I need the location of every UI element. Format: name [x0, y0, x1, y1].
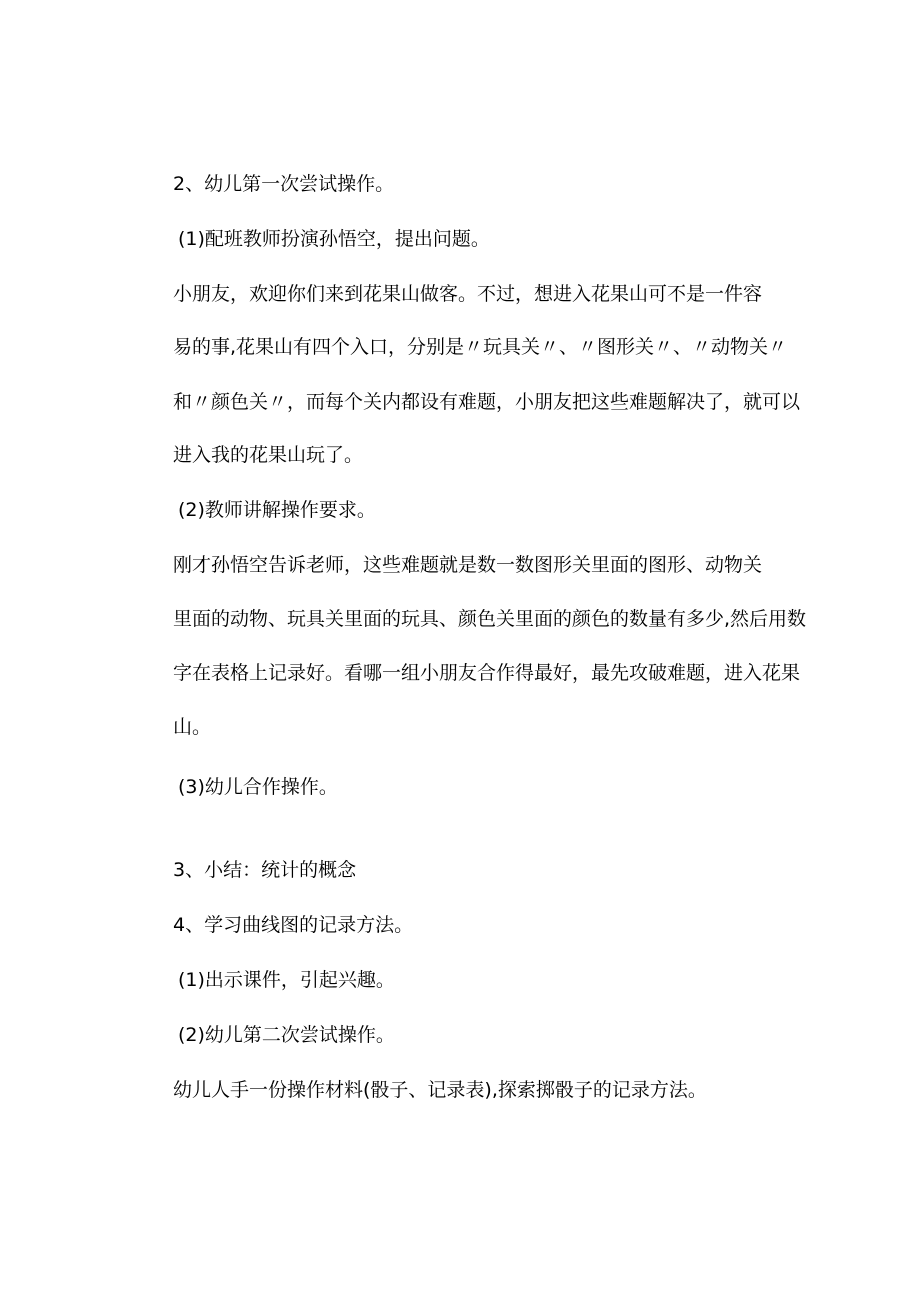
step-4-1-text: (1)出示课件，引起兴趣。 — [178, 969, 395, 991]
section-2-heading: 2、幼儿第一次尝试操作。 — [173, 173, 395, 195]
paragraph-1-line-2: 易的事,花果山有四个入口，分别是〃玩具关〃、〃图形关〃、〃动物关〃 — [173, 336, 788, 358]
paragraph-2-line-1: 刚才孙悟空告诉老师，这些难题就是数一数图形关里面的图形、动物关 — [173, 554, 763, 576]
section-3-heading: 3、小结：统计的概念 — [173, 859, 357, 881]
paragraph-1-line-3: 和〃颜色关〃，而每个关内都设有难题，小朋友把这些难题解决了，就可以 — [173, 391, 801, 413]
step-4-2-text: (2)幼儿第二次尝试操作。 — [178, 1024, 395, 1046]
step-2-text: (2)教师讲解操作要求。 — [178, 499, 376, 521]
paragraph-2-line-2: 里面的动物、玩具关里面的玩具、颜色关里面的颜色的数量有多少,然后用数 — [173, 608, 807, 630]
paragraph-1-line-1: 小朋友，欢迎你们来到花果山做客。不过，想进入花果山可不是一件容 — [173, 283, 763, 305]
section-4-heading: 4、学习曲线图的记录方法。 — [173, 914, 414, 936]
paragraph-3: 幼儿人手一份操作材料(骰子、记录表),探索掷骰子的记录方法。 — [173, 1079, 707, 1101]
paragraph-2-line-3: 字在表格上记录好。看哪一组小朋友合作得最好，最先攻破难题，进入花果 — [173, 662, 801, 684]
step-3-text: (3)幼儿合作操作。 — [178, 776, 338, 798]
paragraph-2-line-4: 山。 — [173, 716, 212, 738]
step-1-text: (1)配班教师扮演孙悟空，提出问题。 — [178, 228, 490, 250]
paragraph-1-line-4: 进入我的花果山玩了。 — [173, 444, 364, 466]
